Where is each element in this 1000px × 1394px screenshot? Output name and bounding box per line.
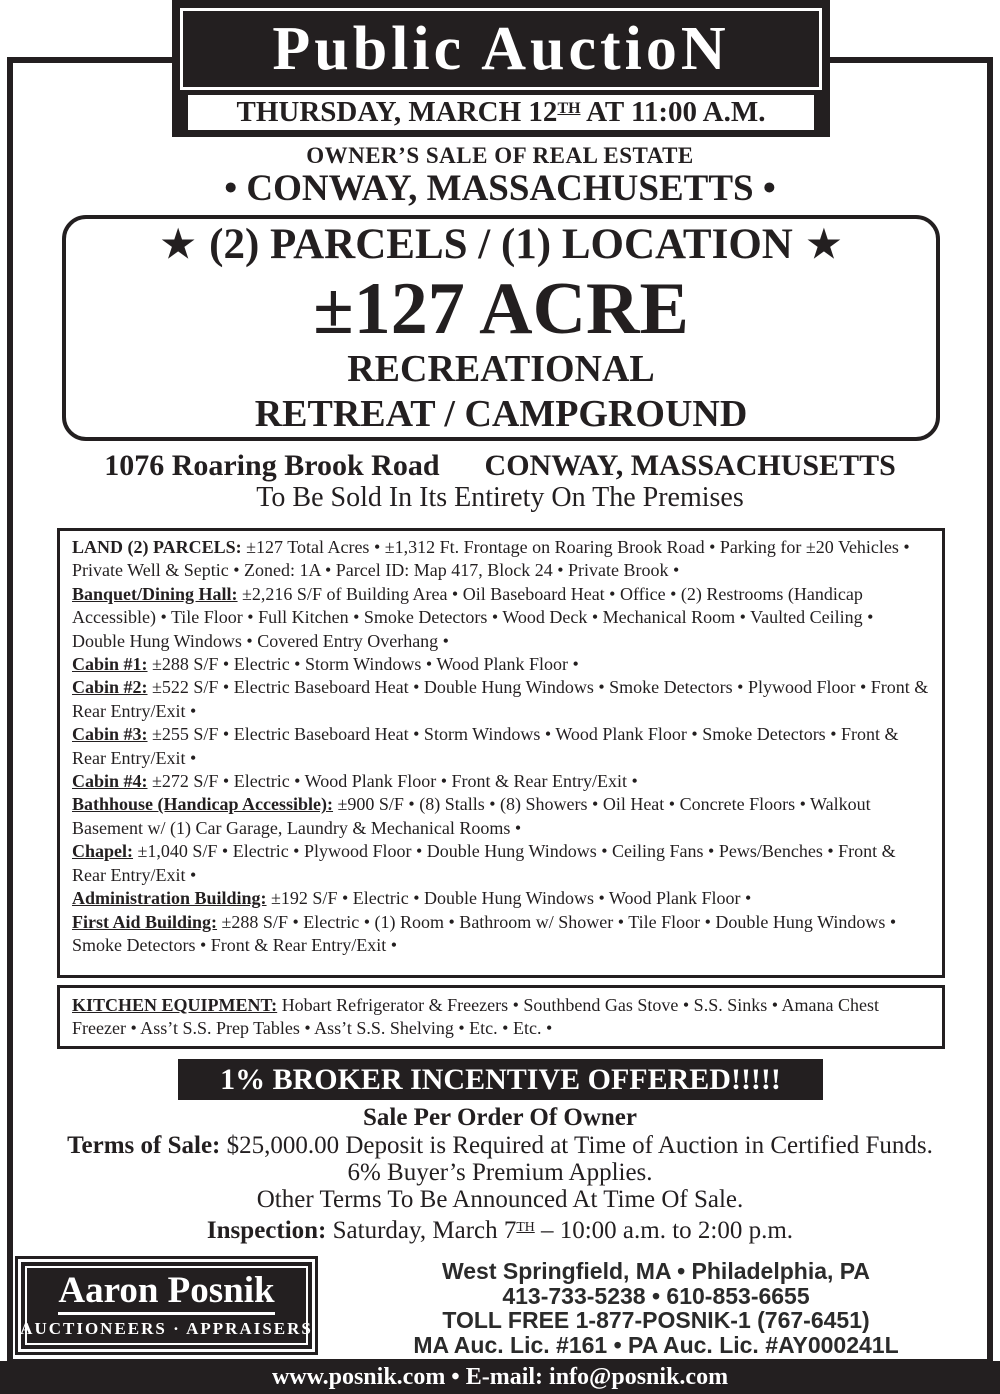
detail-cabin-1: Cabin #1: ±288 S/F • Electric • Storm Windows • Wood Plank Floor • bbox=[72, 654, 579, 675]
website-bar: www.posnik.com • E-mail: info@posnik.com bbox=[0, 1361, 1000, 1394]
contact-info bbox=[325, 1259, 987, 1357]
detail-cabin-2: Cabin #2: ±522 S/F • Electric Baseboard Heat • Double Hung Windows • Smoke Detectors • Plywood Floor • Front & Rear Entry/Exit • bbox=[72, 677, 929, 721]
detail-bathhouse: Bathhouse (Handicap Accessible): ±900 S/F • (8) Stalls • (8) Showers • Oil Heat • Concrete Floors • Walkout Basement w/ (1) Car Garage, Laundry & Mechanical Rooms • bbox=[72, 794, 871, 838]
terms-section bbox=[0, 1104, 1000, 1244]
detail-administration: Administration Building: ±192 S/F • Electric • Double Hung Windows • Wood Plank Floor • bbox=[72, 888, 752, 909]
buyers-premium-line: 6% Buyer’s Premium Applies. bbox=[347, 1159, 653, 1186]
parcels-text: (2) PARCELS / (1) LOCATION bbox=[209, 221, 793, 268]
terms-of-sale-line: Terms of Sale: $25,000.00 Deposit is Required at Time of Auction in Certified Funds. bbox=[67, 1132, 933, 1159]
address-line bbox=[0, 449, 1000, 482]
property-details-box bbox=[57, 528, 945, 978]
detail-banquet-hall: Banquet/Dining Hall: ±2,216 S/F of Building Area • Oil Baseboard Heat • Office • (2) Restrooms (Handicap Accessible) • Tile Floor • Full Kitchen • Smoke Detectors • Wood Deck • Mechanical Room • Vaulted Ceiling • Double Hung Windows • Covered Entry Overhang • bbox=[72, 583, 874, 651]
broker-incentive-banner: 1% BROKER INCENTIVE OFFERED!!!!! bbox=[178, 1059, 823, 1100]
sale-type-line: OWNER’S SALE OF REAL ESTATE bbox=[306, 143, 694, 168]
star-icon: ★ bbox=[161, 224, 196, 266]
address-city: CONWAY, MASSACHUSETTS bbox=[484, 449, 896, 482]
kitchen-equipment: KITCHEN EQUIPMENT: Hobart Refrigerator & Freezers • Southbend Gas Stove • S.S. Sinks • Amana Chest Freezer • Ass’t S.S. Prep Tables • Ass’t S.S. Shelving • Etc. • Etc. • bbox=[72, 995, 880, 1039]
other-terms-line: Other Terms To Be Announced At Time Of Sale. bbox=[256, 1186, 744, 1213]
recreational-line: RECREATIONAL bbox=[347, 348, 655, 390]
auctioneer-name: Aaron Posnik bbox=[58, 1272, 274, 1315]
street-address: 1076 Roaring Brook Road bbox=[104, 449, 440, 482]
detail-first-aid: First Aid Building: ±288 S/F • Electric • (1) Room • Bathroom w/ Shower • Tile Floor • Double Hung Windows • Smoke Detectors • Front & Rear Entry/Exit • bbox=[72, 911, 897, 955]
page-title: Public AuctioN bbox=[272, 15, 730, 83]
contact-locations: West Springfield, MA • Philadelphia, PA bbox=[441, 1258, 871, 1284]
detail-cabin-4: Cabin #4: ±272 S/F • Electric • Wood Plank Floor • Front & Rear Entry/Exit • bbox=[72, 771, 638, 792]
inspection-ordinal: TH bbox=[516, 1219, 535, 1234]
auctioneer-tagline: AUCTIONEERS · APPRAISERS bbox=[20, 1319, 313, 1338]
property-highlight-box bbox=[62, 215, 940, 441]
detail-chapel: Chapel: ±1,040 S/F • Electric • Plywood Floor • Double Hung Windows • Ceiling Fans • Pews/Benches • Front & Rear Entry/Exit • bbox=[72, 841, 896, 885]
contact-phones: 413-733-5238 • 610-853-6655 bbox=[502, 1282, 810, 1309]
date-ordinal: TH bbox=[557, 100, 581, 118]
kitchen-equipment-box bbox=[57, 985, 945, 1049]
star-icon: ★ bbox=[806, 224, 841, 266]
auction-date: THURSDAY, MARCH 12TH AT 11:00 A.M. bbox=[236, 96, 766, 128]
detail-land: LAND (2) PARCELS: ±127 Total Acres • ±1,312 Ft. Frontage on Roaring Brook Road • Parking for ±20 Vehicles • Private Well & Septic • Zoned: 1A • Parcel ID: Map 417, Block 24 • Private Brook • bbox=[72, 537, 910, 581]
auctioneer-logo bbox=[15, 1256, 318, 1355]
property-address bbox=[0, 449, 1000, 513]
parcels-line bbox=[161, 219, 841, 271]
sale-note: To Be Sold In Its Entirety On The Premises bbox=[256, 482, 744, 513]
contact-licenses: MA Auc. Lic. #161 • PA Auc. Lic. #AY000241L bbox=[413, 1331, 899, 1358]
contact-tollfree: TOLL FREE 1-877-POSNIK-1 (767-6451) bbox=[442, 1307, 870, 1333]
auctioneer-logo-frame bbox=[20, 1266, 313, 1345]
inspection-line: Inspection: Saturday, March 7TH – 10:00 a.m. to 2:00 p.m. bbox=[206, 1216, 794, 1244]
header-title-frame bbox=[180, 8, 822, 90]
auction-header bbox=[172, 0, 830, 137]
acreage-headline: ±127 ACRE bbox=[313, 268, 689, 350]
retreat-line: RETREAT / CAMPGROUND bbox=[254, 393, 748, 435]
city-line: • CONWAY, MASSACHUSETTS • bbox=[224, 168, 776, 209]
auction-date-bar bbox=[185, 92, 817, 133]
auctioneer-logo-inner bbox=[21, 1262, 312, 1349]
subheader bbox=[0, 143, 1000, 209]
detail-cabin-3: Cabin #3: ±255 S/F • Electric Baseboard Heat • Storm Windows • Wood Plank Floor • Smoke Detectors • Front & Rear Entry/Exit • bbox=[72, 724, 899, 768]
sale-order-line: Sale Per Order Of Owner bbox=[362, 1104, 637, 1131]
